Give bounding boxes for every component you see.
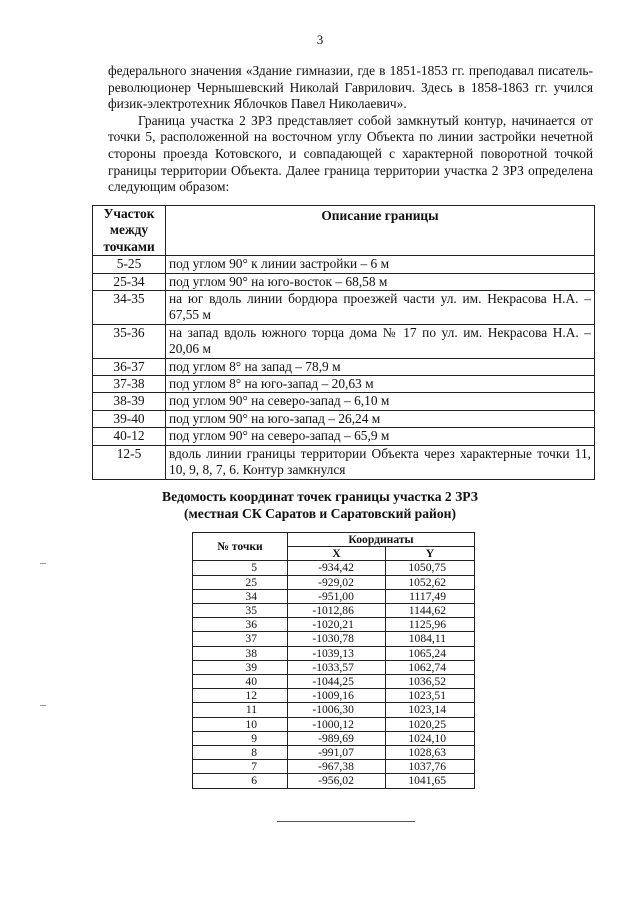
x-coordinate-cell: -1033,57 bbox=[288, 660, 386, 674]
y-coordinate-cell: 1050,75 bbox=[385, 561, 474, 575]
paragraph-boundary-intro: Граница участка 2 ЗРЗ представляет собой замкнутый контур, начинается от точки 5, расположенной на восточном углу Объекта по линии застройки нечетной стороны проезда Котовского, и совпадающей с характерной поворотной точкой границы территории Объекта. Далее граница территории участка 2 ЗРЗ определена следующим образом: bbox=[108, 112, 593, 195]
y-coordinate-cell: 1023,51 bbox=[385, 689, 474, 703]
point-number-cell: 8 bbox=[193, 746, 288, 760]
boundary-row bbox=[93, 393, 595, 410]
segment-cell: 39-40 bbox=[93, 410, 166, 427]
x-coordinate-cell: -956,02 bbox=[288, 774, 386, 788]
boundary-table-header-row bbox=[93, 206, 595, 256]
point-number-cell: 9 bbox=[193, 731, 288, 745]
point-number-cell: 10 bbox=[193, 717, 288, 731]
segment-cell: 36-37 bbox=[93, 358, 166, 375]
y-coordinate-cell: 1020,25 bbox=[385, 717, 474, 731]
segment-cell: 37-38 bbox=[93, 376, 166, 393]
margin-mark bbox=[40, 563, 46, 564]
segment-cell: 38-39 bbox=[93, 393, 166, 410]
coordinate-row bbox=[193, 604, 475, 618]
footer-divider bbox=[277, 821, 415, 822]
x-coordinate-cell: -1006,30 bbox=[288, 703, 386, 717]
x-coordinate-cell: -1044,25 bbox=[288, 675, 386, 689]
boundary-row bbox=[93, 410, 595, 427]
point-number-cell: 39 bbox=[193, 660, 288, 674]
description-cell: под углом 8° на запад – 78,9 м bbox=[166, 358, 595, 375]
y-coordinate-cell: 1028,63 bbox=[385, 746, 474, 760]
description-cell: на запад вдоль южного торца дома № 17 по ул. им. Некрасова Н.А. – 20,06 м bbox=[166, 324, 595, 358]
description-cell: под углом 90° на юго-запад – 26,24 м bbox=[166, 410, 595, 427]
x-coordinate-cell: -1009,16 bbox=[288, 689, 386, 703]
boundary-row bbox=[93, 273, 595, 290]
x-coordinate-cell: -967,38 bbox=[288, 760, 386, 774]
boundary-row bbox=[93, 291, 595, 325]
coordinate-row bbox=[193, 646, 475, 660]
x-coordinate-cell: -929,02 bbox=[288, 575, 386, 589]
y-coordinate-cell: 1117,49 bbox=[385, 589, 474, 603]
coordinates-header: Координаты bbox=[288, 533, 475, 547]
description-cell: под углом 90° на северо-запад – 6,10 м bbox=[166, 393, 595, 410]
x-coordinate-cell: -934,42 bbox=[288, 561, 386, 575]
x-coordinate-cell: -1012,86 bbox=[288, 604, 386, 618]
description-cell: под углом 8° на юго-запад – 20,63 м bbox=[166, 376, 595, 393]
point-number-cell: 5 bbox=[193, 561, 288, 575]
coordinate-row bbox=[193, 589, 475, 603]
y-coordinate-cell: 1052,62 bbox=[385, 575, 474, 589]
y-column-header: Y bbox=[385, 547, 474, 561]
segment-column-header: Участок между точками bbox=[93, 206, 166, 256]
coordinate-row bbox=[193, 618, 475, 632]
point-number-cell: 35 bbox=[193, 604, 288, 618]
boundary-table-body bbox=[93, 256, 595, 479]
coordinate-row bbox=[193, 703, 475, 717]
segment-cell: 5-25 bbox=[93, 256, 166, 273]
x-coordinate-cell: -991,07 bbox=[288, 746, 386, 760]
coordinates-table bbox=[192, 532, 475, 789]
coordinate-row bbox=[193, 675, 475, 689]
point-number-cell: 25 bbox=[193, 575, 288, 589]
segment-cell: 25-34 bbox=[93, 273, 166, 290]
y-coordinate-cell: 1024,10 bbox=[385, 731, 474, 745]
coordinate-row bbox=[193, 660, 475, 674]
point-number-cell: 7 bbox=[193, 760, 288, 774]
x-coordinate-cell: -1000,12 bbox=[288, 717, 386, 731]
point-number-cell: 11 bbox=[193, 703, 288, 717]
point-number-cell: 40 bbox=[193, 675, 288, 689]
boundary-row bbox=[93, 428, 595, 445]
body-text bbox=[108, 63, 593, 196]
y-coordinate-cell: 1065,24 bbox=[385, 646, 474, 660]
description-cell: под углом 90° на юго-восток – 68,58 м bbox=[166, 273, 595, 290]
coordinate-row bbox=[193, 774, 475, 788]
coordinates-title-line-2: (местная СК Саратов и Саратовский район) bbox=[183, 506, 457, 521]
segment-cell: 35-36 bbox=[93, 324, 166, 358]
coordinates-title bbox=[0, 488, 640, 522]
coordinates-title-line-1: Ведомость координат точек границы участка 2 ЗРЗ bbox=[162, 489, 478, 504]
margin-mark bbox=[40, 705, 46, 706]
point-number-cell: 12 bbox=[193, 689, 288, 703]
y-coordinate-cell: 1036,52 bbox=[385, 675, 474, 689]
boundary-row bbox=[93, 256, 595, 273]
x-coordinate-cell: -951,00 bbox=[288, 589, 386, 603]
boundary-row bbox=[93, 445, 595, 479]
point-number-cell: 36 bbox=[193, 618, 288, 632]
x-coordinate-cell: -989,69 bbox=[288, 731, 386, 745]
description-cell: под углом 90° на северо-запад – 65,9 м bbox=[166, 428, 595, 445]
y-coordinate-cell: 1084,11 bbox=[385, 632, 474, 646]
x-coordinate-cell: -1039,13 bbox=[288, 646, 386, 660]
x-column-header: X bbox=[288, 547, 386, 561]
y-coordinate-cell: 1023,14 bbox=[385, 703, 474, 717]
coordinate-row bbox=[193, 746, 475, 760]
point-number-cell: 37 bbox=[193, 632, 288, 646]
boundary-description-table bbox=[92, 205, 595, 480]
x-coordinate-cell: -1030,78 bbox=[288, 632, 386, 646]
point-number-header: № точки bbox=[193, 533, 288, 561]
description-column-header: Описание границы bbox=[166, 206, 595, 256]
coordinate-row bbox=[193, 731, 475, 745]
coordinate-row bbox=[193, 760, 475, 774]
page-number: 3 bbox=[316, 32, 324, 47]
coordinate-row bbox=[193, 689, 475, 703]
y-coordinate-cell: 1062,74 bbox=[385, 660, 474, 674]
coordinate-row bbox=[193, 717, 475, 731]
y-coordinate-cell: 1041,65 bbox=[385, 774, 474, 788]
boundary-row bbox=[93, 324, 595, 358]
coordinate-row bbox=[193, 632, 475, 646]
segment-cell: 12-5 bbox=[93, 445, 166, 479]
coordinates-table-body bbox=[193, 561, 475, 788]
coordinate-row bbox=[193, 561, 475, 575]
y-coordinate-cell: 1125,96 bbox=[385, 618, 474, 632]
boundary-row bbox=[93, 358, 595, 375]
coords-header-row-1 bbox=[193, 533, 475, 547]
point-number-cell: 34 bbox=[193, 589, 288, 603]
y-coordinate-cell: 1144,62 bbox=[385, 604, 474, 618]
coordinate-row bbox=[193, 575, 475, 589]
paragraph-continuation: федерального значения «Здание гимназии, где в 1851-1853 гг. преподавал писатель-революционер Чернышевский Николай Гаврилович. Здесь в 1858-1863 гг. учился физик-электротехник Яблочков Павел Николаевич». bbox=[108, 63, 593, 112]
y-coordinate-cell: 1037,76 bbox=[385, 760, 474, 774]
point-number-cell: 6 bbox=[193, 774, 288, 788]
description-cell: вдоль линии границы территории Объекта через характерные точки 11, 10, 9, 8, 7, 6. Контур замкнулся bbox=[166, 445, 595, 479]
segment-cell: 40-12 bbox=[93, 428, 166, 445]
boundary-row bbox=[93, 376, 595, 393]
x-coordinate-cell: -1020,21 bbox=[288, 618, 386, 632]
segment-cell: 34-35 bbox=[93, 291, 166, 325]
description-cell: под углом 90° к линии застройки – 6 м bbox=[166, 256, 595, 273]
point-number-cell: 38 bbox=[193, 646, 288, 660]
description-cell: на юг вдоль линии бордюра проезжей части ул. им. Некрасова Н.А. – 67,55 м bbox=[166, 291, 595, 325]
